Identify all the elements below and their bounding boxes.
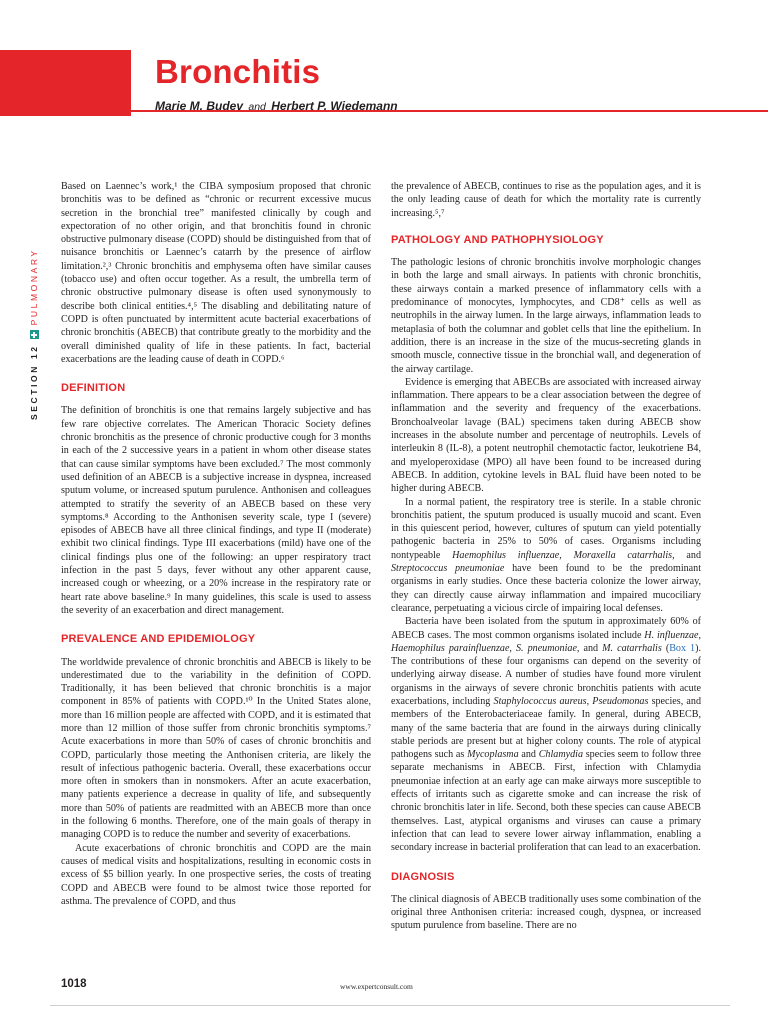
header-color-block — [0, 50, 131, 116]
intro-paragraph: Based on Laennec’s work,¹ the CIBA symposium proposed that chronic bronchitis was to be defined as “chronic or recurrent excessive mucus secretion in the bronchial tree” manifested clinically by cough and expectoration of no other origin, and that bronchitis found in chronic obstructive pulmonary disease (COPD) should be distinguished from that of nuisance bronchitis or Laennec’s catarrh by the presence of airflow limitation.²,³ Chronic bronchitis and emphysema often have similar causes (tobacco use) and often occur together. As a result, the umbrella term of chronic obstructive pulmonary disease is often used synonymously to describe both clinical entities.⁴,⁵ The disabling and debilitating nature of COPD is often punctuated by intermittent acute bacterial exacerbations of chronic bronchitis (ABECB) that contribute greatly to the morbidity and the overall diminished quality of life in these patients. In fact, bacterial exacerbations are the leading cause of death in COPD.⁶ — [61, 181, 371, 365]
italic-organism: Staphylococcus aureus, Pseudomonas — [493, 695, 649, 707]
author-1: Marie M. Budev — [155, 99, 244, 113]
text-run: and — [518, 749, 539, 761]
prevalence-paragraph-2: Acute exacerbations of chronic bronchitis and COPD are the main causes of medical visits and hospitalizations, resulting in economic costs in excess of $5 billion yearly. In one prospective series, the costs of treating COPD and ABECB were found to be almost twice those reported for asthma. The prevalence of COPD, and thus — [61, 842, 371, 907]
text-run: species seem to follow three separate mechanisms in ABECB. First, infection with Chlamydia pneumoniae infection at an early age can make airways more susceptible to effects of irritants such as cigarette smoke and can increase the risk of chronic bronchitis later in life. Second, both these species can cause ABECB themselves. Last, atypical organisms and viruses can cause a primary infection that can lead to severe lower airway inflammation, enabling a secondary increase in bacterial proliferation that can lead to an exacerbation. — [391, 749, 701, 854]
left-column — [61, 180, 371, 908]
footer-rule — [50, 1005, 730, 1006]
italic-organism: Chlamydia — [538, 749, 584, 761]
section-label: SECTION 12 — [29, 344, 39, 420]
author-2: Herbert P. Wiedemann — [271, 99, 398, 113]
italic-organism: Mycoplasma — [467, 749, 519, 761]
italic-organism: H. influenzae, Haemophilus parainfluenzae, S. pneumoniae, — [391, 629, 701, 654]
article-title: Bronchitis — [155, 53, 321, 90]
subject-label: PULMONARY — [29, 248, 39, 326]
pathology-paragraph-4 — [391, 615, 701, 854]
heading-pathology: PATHOLOGY AND PATHOPHYSIOLOGY — [391, 233, 604, 246]
text-run: Bacteria have been isolated from the sputum in approximately 60% of ABECB cases. The most common organisms isolated include — [391, 616, 701, 641]
section-sidebar — [26, 220, 42, 420]
continued-paragraph: the prevalence of ABECB, continues to rise as the population ages, and it is the only leading cause of death for which the mortality rate is currently increasing.⁵,⁷ — [391, 181, 701, 219]
text-run: ). The contributions of these four organisms can depend on the severity of underlying airway disease. A number of studies have found more virulent organisms in the airways of severe chronic bronchitis patients with acute exacerbations, including — [391, 642, 701, 707]
pathology-paragraph-3 — [391, 496, 701, 616]
pathology-paragraph-1: The pathologic lesions of chronic bronchitis involve morphologic changes in both the large and small airways. In patients with chronic bronchitis, these airways contain a marked presence of inflammatory cells with a predominance of monocytes, lymphocytes, and CD8⁺ cells as well as neutrophils in the airway lumen. In the large airways, inflammation leads to metaplasia of both the columnar and goblet cells that line the epithelium. In addition, there is an increase in the size of the mucus-secreting glands in smooth muscle, connective tissue in the bronchial wall, and degeneration of the airway cartilage. — [391, 257, 701, 375]
definition-paragraph: The definition of bronchitis is one that remains largely subjective and has few rare objective correlates. The American Thoracic Society defines chronic bronchitis as the presence of chronic productive cough for 3 months in each of the 2 successive years in a patient in whom other disease states that can cause similar symptoms have been excluded.⁷ The most commonly used definition of an ABECB is a subjective increase in dyspnea, increased sputum volume, or increased sputum purulence. Anthonisen and colleagues attempted to stratify the severity of an ABECB based on these very symptoms.⁸ According to the Anthonisen severity scale, type I (severe) episodes of ABECB have all three clinical findings, and type II (moderate) exhibit two clinical findings. Type III exacerbations (mild) have one of the clinical findings plus one of the following: an upper respiratory tract infection in the past 5 days, fever without any other apparent cause, increased cough or wheezing, or a 20% increase in the respiratory rate or heart rate above baseline.⁹ In many guidelines, this scale is used to assess the severity of an exacerbation and direct management. — [61, 405, 371, 616]
author-conjunction: and — [248, 101, 266, 113]
heading-definition: DEFINITION — [61, 382, 126, 395]
italic-organism: Streptococcus pneumoniae — [391, 563, 505, 575]
medical-cross-icon — [30, 330, 39, 339]
footer-url[interactable]: www.expertconsult.com — [340, 982, 413, 991]
text-run: and — [674, 549, 701, 561]
text-run: species, and members of the Enterobacteriaceae family. In general, during ABECB, many of the same bacteria that are found in the airways during clinically stable periods are present but at higher colony counts. The role of atypical pathogens such as — [391, 695, 701, 761]
text-run: and — [579, 642, 603, 654]
right-column — [391, 180, 701, 933]
italic-organism: Haemophilus influenzae, Moraxella catarrhalis, — [452, 549, 675, 561]
italic-organism: M. catarrhalis — [602, 642, 662, 654]
box-1-link[interactable]: Box 1 — [669, 642, 696, 654]
author-line — [155, 99, 398, 113]
heading-diagnosis: DIAGNOSIS — [391, 870, 455, 883]
page-number: 1018 — [61, 978, 87, 990]
text-run: In a normal patient, the respiratory tree is sterile. In a stable chronic bronchitis patient, the sputum produced is usually mucoid and scant. Even in this quiescent period, however, cultures of sputum can yield potentially pathogenic bacteria in 25% to 50% of cases. Organisms including nontypeable — [391, 496, 701, 561]
pathology-paragraph-2: Evidence is emerging that ABECBs are associated with increased airway inflammation. There appears to be a clear association between the degree of inflammation and the severity and frequency of the exacerbations. Bronchoalveolar lavage (BAL) specimens taken during ABECB show increases in the absolute number and percentage of neutrophils. Levels of interleukin 8 (IL-8), a potent neutrophil chemotactic factor, leukotriene B4, and myeloperoxidase (MPO) all have been found to be increased during ABECB. In addition, cytokine levels in BAL fluid have been noted to be higher during ABECB. — [391, 376, 701, 495]
prevalence-paragraph-1: The worldwide prevalence of chronic bronchitis and ABECB is likely to be underestimated due to the variability in the definition of COPD. Traditionally, it has been believed that chronic bronchitis is a major component in 85% of patients with COPD.¹⁰ In the United States alone, more than 16 million people are affected with COPD, and it is estimated that more than 12 million of those suffer from chronic bronchitis symptoms.⁷ Acute exacerbations in more than 50% of cases of chronic bronchitis and COPD, particularly those meeting the Anthonisen criteria, are likely the result of infectious pathogenic bacteria. Overall, these exacerbations occur more often in smokers than in nonsmokers. After an acute exacerbation, many patients experience a decrease in quality of life, and subsequently more than 50% of patients are readmitted with an ABECB more than once in the following 6 months. Therefore, one of the main goals of therapy in managing COPD is to reduce the number and severity of exacerbations. — [61, 656, 371, 841]
diagnosis-paragraph: The clinical diagnosis of ABECB traditionally uses some combination of the original three Anthonisen criteria: increased cough, dyspnea, or increased sputum purulence from baseline. There are no — [391, 893, 701, 932]
text-run: have been found to be the predominant organisms in early studies. Once these bacteria colonize the lower airway, they can directly cause airway inflammation and impaired mucociliary clearance, perpetuating a vicious circle of impairing local defenses. — [391, 563, 702, 614]
text-run: ( — [661, 642, 670, 654]
heading-prevalence: PREVALENCE AND EPIDEMIOLOGY — [61, 633, 256, 646]
